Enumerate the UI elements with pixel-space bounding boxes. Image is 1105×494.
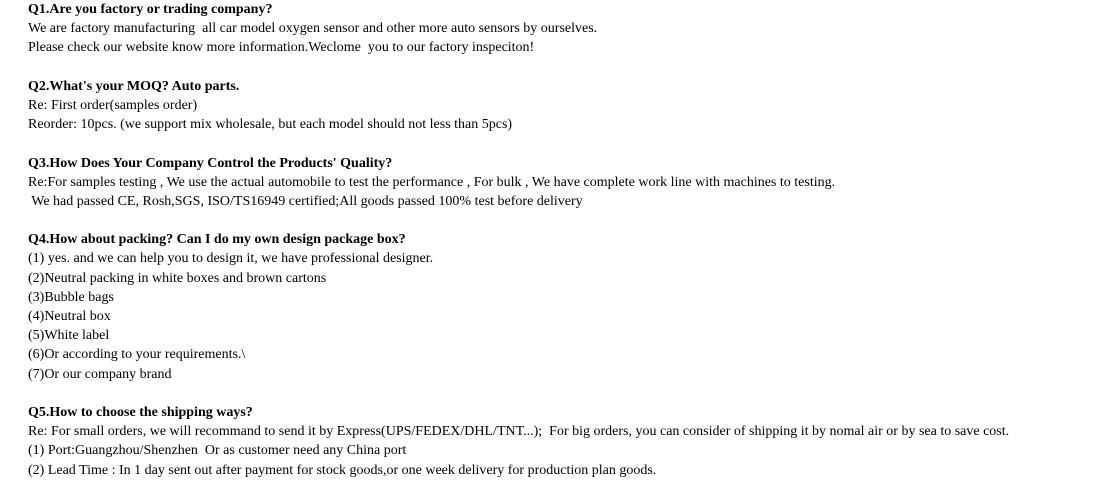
- answer-line: (1) yes. and we can help you to design it, we have professional designer.: [28, 251, 434, 267]
- question-heading: Q1.Are you factory or trading company?: [28, 2, 273, 17]
- question-heading: Q5.How to choose the shipping ways?: [28, 404, 253, 420]
- answer-line: Reorder: 10pcs. (we support mix wholesale, but each model should not less than 5pcs): [28, 117, 513, 133]
- answer-line: Re: First order(samples order): [28, 97, 198, 113]
- answer-line: We are factory manufacturing all car model oxygen sensor and other more auto sensors by ourselves.: [28, 21, 598, 37]
- question-heading: Q4.How about packing? Can I do my own design package box?: [28, 232, 406, 248]
- answer-line: (2)Neutral packing in white boxes and brown cartons: [28, 270, 327, 286]
- answer-line: (4)Neutral box: [28, 309, 111, 324]
- faq-item-q4: [28, 230, 1098, 384]
- answer-line: We had passed CE, Rosh,SGS, ISO/TS16949 certified;All goods passed 100% test before delivery: [28, 193, 583, 209]
- answer-line: (2) Lead Time : In 1 day sent out after payment for stock goods,or one week delivery for production plan goods.: [28, 462, 657, 478]
- faq-item-q3: [28, 154, 1098, 212]
- faq-item-q2: [28, 77, 1098, 135]
- question-heading: Q3.How Does Your Company Control the Products' Quality?: [28, 155, 393, 171]
- answer-line: (5)White label: [28, 328, 110, 344]
- question-heading: Q2.What's your MOQ? Auto parts.: [28, 78, 240, 94]
- answer-line: Re: For small orders, we will recommand to send it by Express(UPS/FEDEX/DHL/TNT...); For big orders, you can consider of shipping it by nomal air or by sea to save cost.: [28, 424, 1010, 440]
- faq-document: [28, 0, 1098, 480]
- answer-line: Please check our website know more information.Weclome you to our factory inspeciton!: [28, 40, 535, 56]
- faq-item-q5: [28, 403, 1098, 480]
- answer-line: (1) Port:Guangzhou/Shenzhen Or as customer need any China port: [28, 443, 407, 459]
- answer-line: (3)Bubble bags: [28, 289, 114, 305]
- answer-line: (7)Or our company brand: [28, 366, 172, 382]
- faq-item-q1: [28, 0, 1098, 58]
- answer-line: Re:For samples testing , We use the actual automobile to test the performance , For bulk , We have complete work line with machines to testing.: [28, 174, 836, 190]
- answer-line: (6)Or according to your requirements.\: [28, 347, 246, 363]
